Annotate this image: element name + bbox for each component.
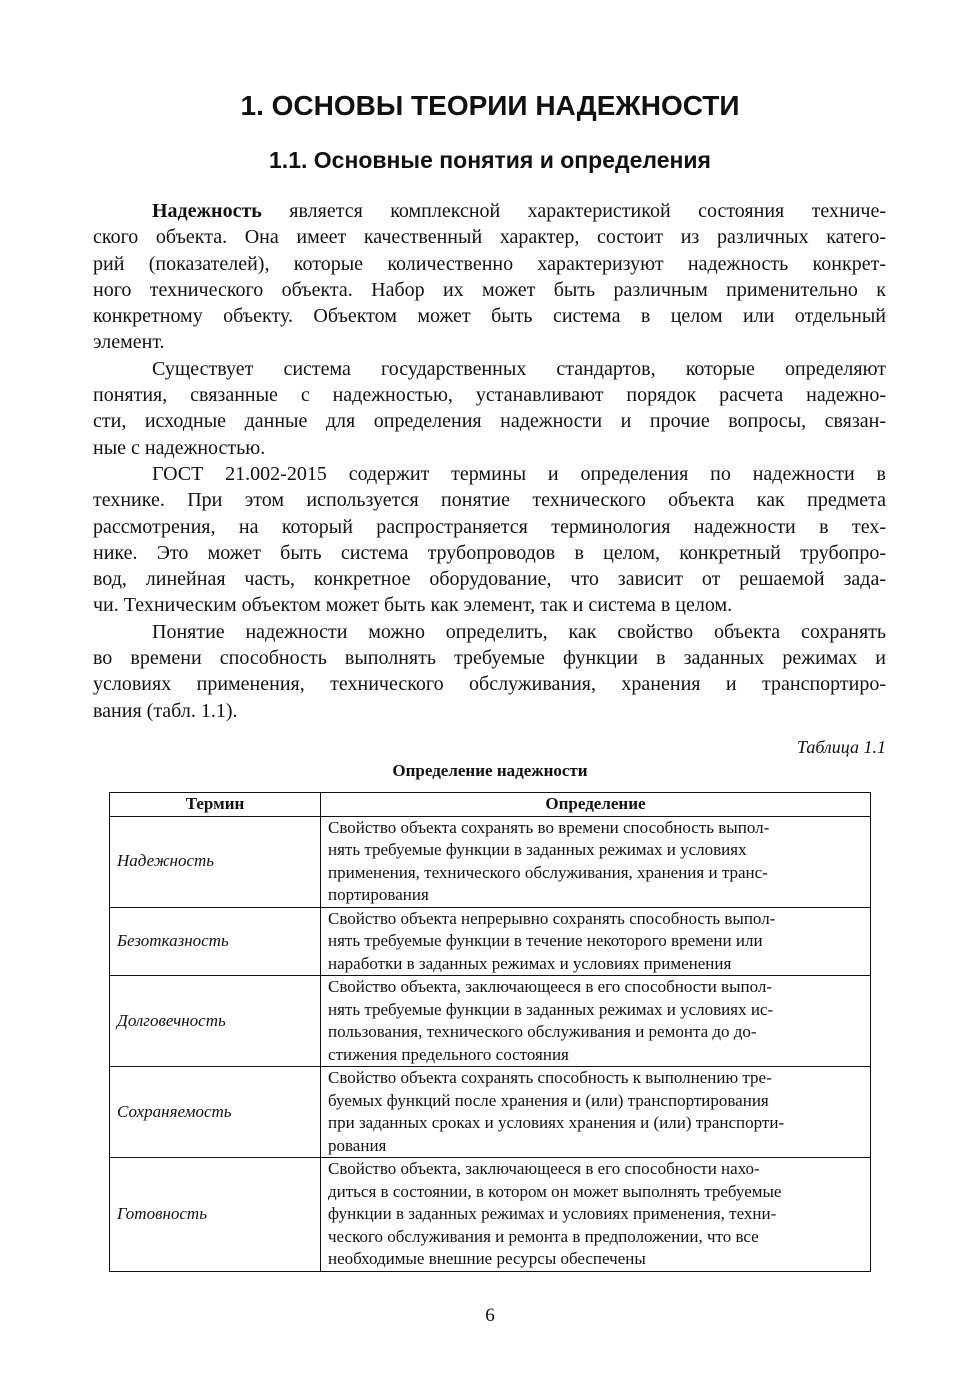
text-line: сти, исходные данные для определения надежности и прочие вопросы, связан- [93,410,886,433]
table-label: Таблица 1.1 [796,737,886,757]
definition-line: ческого обслуживания и ремонта в предположении, что все [328,1226,759,1246]
table-caption: Определение надежности [392,761,588,780]
section-title: 1.1. Основные понятия и определения [269,147,711,173]
text-line: рассмотрения, на который распространяется терминология надежности в тех- [93,515,886,538]
definition-line: Свойство объекта непрерывно сохранять способность выпол- [328,908,776,928]
definition-line: пользования, технического обслуживания и ремонта до до- [328,1022,757,1041]
definition-cell [321,976,871,1067]
text-line: нике. Это может быть система трубопроводов в целом, конкретный трубопро- [93,541,886,564]
text-line: конкретному объекту. Объектом может быть система в целом или отдельный [93,305,886,328]
definition-cell [321,1158,871,1272]
text-line: ГОСТ 21.002-2015 содержит термины и определения по надежности в [152,462,886,485]
text-line: вания (табл. 1.1). [93,699,238,722]
definition-line: нять требуемые функции в заданных режимах и условиях ис- [328,999,774,1019]
text-line: вод, линейная часть, конкретное оборудование, что зависит от решаемой зада- [93,568,886,591]
definition-line: наработки в заданных режимах и условиях применения [328,953,732,973]
paragraph [93,619,886,724]
definition-line: при заданных сроках и условиях хранения и (или) транспорти- [328,1113,785,1132]
definition-line: портирования [328,885,429,904]
definition-line: Свойство объекта, заключающееся в его способности выпол- [328,977,773,996]
definitions-table [109,792,871,1272]
text-line: условиях применения, технического обслуживания, хранения и транспортиро- [93,673,886,696]
table-row [110,976,871,1067]
definition-cell [321,907,871,976]
header-term: Термин [110,793,321,817]
text-line: ского объекта. Она имеет качественный характер, состоит из различных катего- [93,226,886,249]
text-line: Существует система государственных стандартов, которые определяют [152,357,886,380]
table-row [110,816,871,907]
text-line: понятия, связанные с надежностью, устанавливают порядок расчета надежно- [93,384,886,407]
body-text [93,198,886,724]
definition-line: функции в заданных режимах и условиях применения, техни- [328,1204,777,1223]
text-line [93,198,886,224]
term-cell: Сохраняемость [110,1067,321,1158]
text-line: рий (показателей), которые количественно характеризуют надежность конкрет- [93,252,886,275]
text-line: ные с надежностью. [93,436,266,459]
paragraph [93,461,886,619]
definition-line: Свойство объекта, заключающееся в его способности нахо- [328,1159,760,1178]
bold-term: Надежность [152,200,262,222]
paragraph [93,356,886,461]
definition-line: стижения предельного состояния [328,1044,569,1064]
definition-line: диться в состоянии, в котором он может выполнять требуемые [328,1181,782,1201]
definition-line: необходимые внешние ресурсы обеспечены [328,1249,646,1268]
term-cell: Безотказность [110,907,321,976]
definition-cell [321,816,871,907]
chapter-title: 1. ОСНОВЫ ТЕОРИИ НАДЕЖНОСТИ [240,90,740,121]
text-line: Понятие надежности можно определить, как свойство объекта сохранять [152,620,886,643]
definition-line: рования [328,1135,387,1155]
definition-line: буемых функций после хранения и (или) транспортирования [328,1090,769,1110]
text-line: элемент. [93,331,165,354]
table-row [110,1067,871,1158]
term-cell: Долговечность [110,976,321,1067]
text-fragment: является комплексной характеристикой состояния техниче- [261,200,886,222]
text-line: чи. Техническим объектом может быть как элемент, так и система в целом. [93,594,733,617]
header-definition: Определение [321,793,871,817]
definition-line: Свойство объекта сохранять во времени способность выпол- [328,817,770,837]
table-row [110,1158,871,1272]
term-cell: Готовность [110,1158,321,1272]
term-cell: Надежность [110,816,321,907]
table-header-row [110,793,871,817]
paragraph [93,198,886,356]
text-line: во времени способность выполнять требуемые функции в заданных режимах и [93,647,886,670]
text-line: ного технического объекта. Набор их может быть различным применительно к [93,278,886,301]
definition-line: нять требуемые функции в течение некоторого времени или [328,931,763,950]
definition-line: применения, технического обслуживания, хранения и транс- [328,862,768,882]
page-number: 6 [485,1305,495,1326]
text-line: технике. При этом используется понятие технического объекта как предмета [93,489,886,512]
definition-line: нять требуемые функции в заданных режимах и условиях [328,840,747,859]
definition-cell [321,1067,871,1158]
table-row [110,907,871,976]
definition-line: Свойство объекта сохранять способность к выполнению тре- [328,1068,772,1087]
